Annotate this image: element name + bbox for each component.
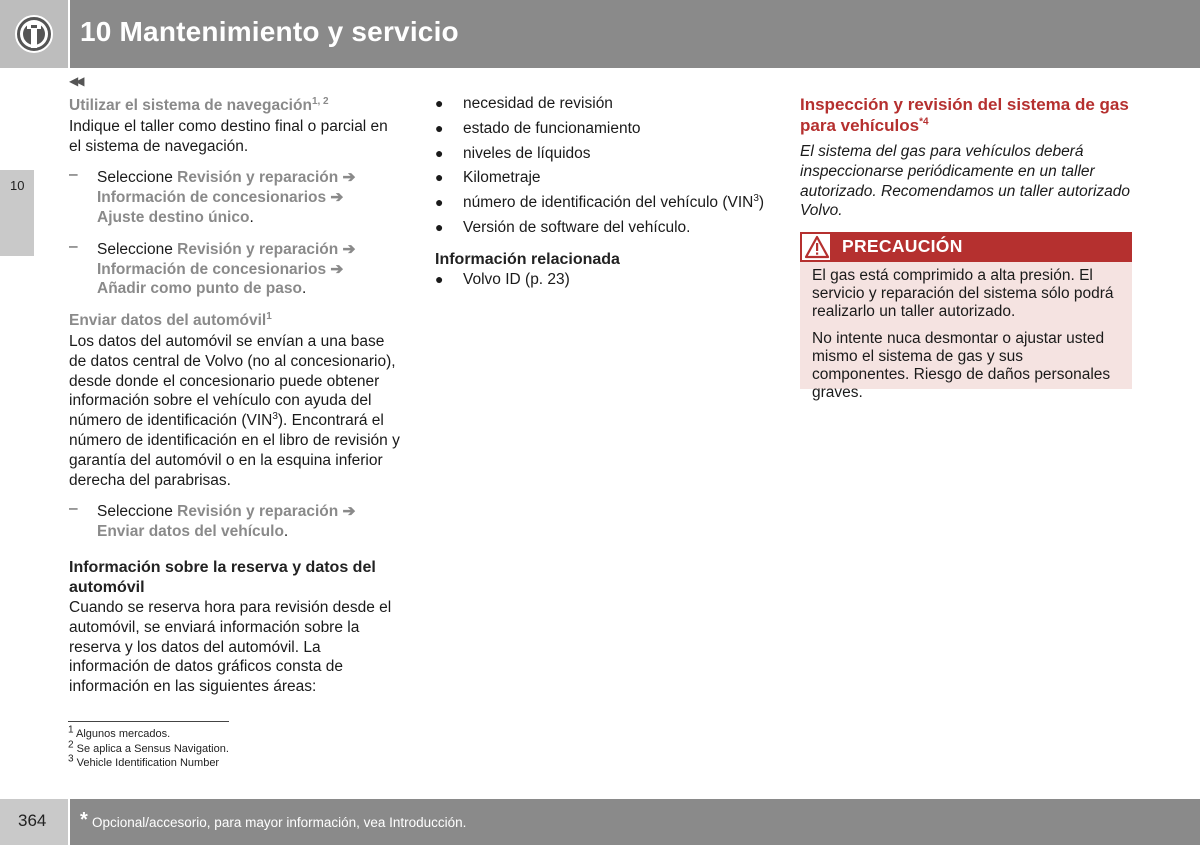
- instruction-step: – Seleccione Revisión y reparación ➔ Enviar datos del vehículo.: [69, 500, 356, 541]
- list-item: ● estado de funcionamiento: [435, 119, 641, 137]
- warning-body: [812, 267, 1124, 411]
- footer-note: Opcional/accesorio, para mayor información, vea Introducción.: [92, 815, 467, 830]
- chapter-icon-box: [0, 0, 68, 68]
- page-title: 10 Mantenimiento y servicio: [80, 16, 459, 47]
- continued-marker: ◀◀: [69, 74, 82, 88]
- reservation-text: Cuando se reserva hora para revisión desde el automóvil, se enviará información sobre la reserva y los datos del automóvil. La información de datos gráficos consta de información en las siguientes áreas:: [69, 598, 392, 696]
- wrench-gear-icon: [14, 14, 54, 54]
- footnotes: [68, 724, 229, 771]
- send-data-text: Los datos del automóvil se envían a una base de datos central de Volvo (no al concesionario), desde donde el concesionario puede obtener información sobre el vehículo con ayuda del número de identificación (VIN$^3$). Encontrará el número de identificación en el libro de revisión y garantía del automóvil o en la esquina inferior derecha del parabrisas.: [69, 332, 400, 489]
- nav-heading: Utilizar el sistema de navegación$^{1, 2}$: [69, 95, 329, 114]
- warning-header: [800, 232, 1132, 262]
- page-header: [0, 0, 1200, 68]
- gas-system-heading: Inspección y revisión del sistema de gas para vehículos$^{*4}$: [800, 95, 1129, 135]
- page-number: 364: [18, 811, 47, 830]
- send-data-heading: Enviar datos del automóvil$^1$: [69, 311, 272, 330]
- warning-icon-box: [800, 232, 832, 262]
- reservation-heading: Información sobre la reserva y datos del automóvil: [69, 558, 376, 596]
- column-left: [69, 96, 401, 707]
- footnote: $^3$ Vehicle Identification Number: [68, 753, 220, 769]
- gas-system-intro: El sistema del gas para vehículos deberá inspeccionarse periódicamente en un taller autorizado. Recomendamos un taller autorizado Volvo.: [800, 143, 1130, 220]
- warning-title: PRECAUCIÓN: [842, 236, 963, 256]
- nav-text: Indique el taller como destino final o parcial en el sistema de navegación.: [69, 117, 388, 155]
- list-item: ● niveles de líquidos: [435, 144, 591, 162]
- list-item: ● Kilometraje: [435, 169, 541, 187]
- instruction-step: – Seleccione Revisión y reparación ➔ Información de concesionarios ➔ Ajuste destino único.: [69, 166, 356, 226]
- footer-bar: [70, 799, 1200, 845]
- footnote: $^2$ Se aplica a Sensus Navigation.: [68, 738, 229, 755]
- footnote: $^1$ Algunos mercados.: [68, 724, 171, 740]
- chapter-tab: [0, 170, 34, 256]
- warning-paragraph: No intente nuca desmontar o ajustar usted mismo el sistema de gas y sus componentes. Riesgo de daños personales graves.: [812, 330, 1111, 401]
- warning-paragraph: El gas está comprimido a alta presión. El servicio y reparación del sistema sólo podrá realizarlo un taller autorizado.: [812, 267, 1114, 320]
- footnote-divider: [68, 721, 229, 722]
- header-title-bar: [70, 0, 1200, 68]
- list-item: ● Versión de software del vehículo.: [435, 218, 691, 236]
- column-right: [800, 94, 1132, 221]
- chapter-number: 10: [10, 178, 25, 193]
- warning-triangle-icon: [804, 235, 830, 259]
- instruction-step: – Seleccione Revisión y reparación ➔ Información de concesionarios ➔ Añadir como punto de paso.: [69, 237, 356, 298]
- list-item: ● número de identificación del vehículo (VIN$^3$): [435, 193, 765, 212]
- column-middle: [435, 94, 765, 295]
- optional-star: *: [80, 809, 88, 831]
- related-link[interactable]: ● Volvo ID (p. 23): [435, 270, 570, 288]
- related-info-heading: Información relacionada: [435, 250, 620, 268]
- page-number-box: [0, 799, 68, 845]
- list-item: ● necesidad de revisión: [435, 95, 613, 112]
- warning-box: [800, 232, 1132, 401]
